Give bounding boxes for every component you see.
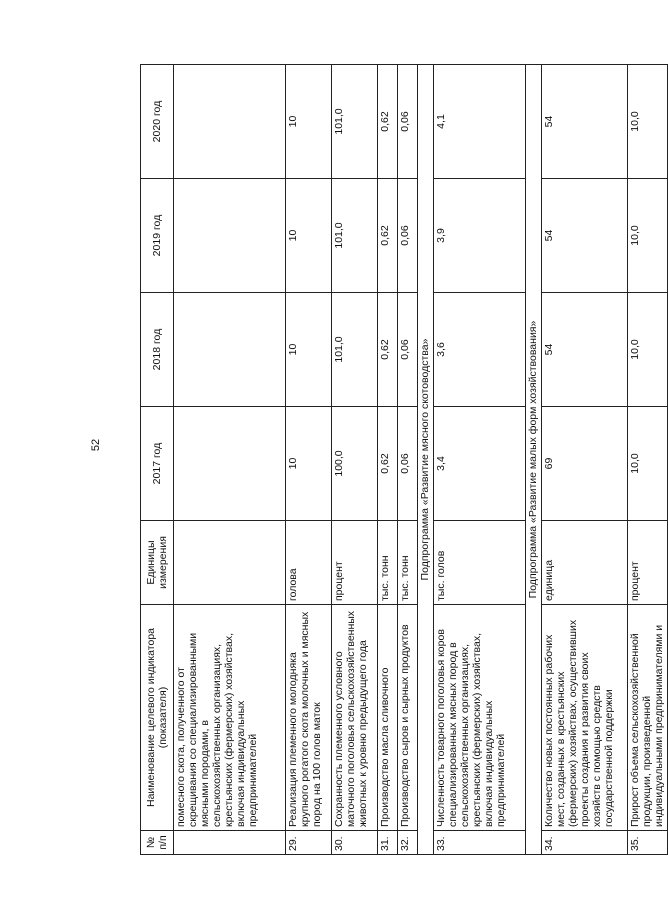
rotated-table-wrapper: [140, 65, 665, 855]
table-row: [434, 65, 526, 855]
cell-unit: тыс. тонн: [398, 521, 418, 605]
cell-2018: 0,62: [378, 293, 398, 407]
cell-name: Численность товарного поголовья коров специализированных мясных пород в сельскохозяйственных организациях, крестьянских (фермерских) хозяйствах, включая индивидуальных предпринимателей: [434, 605, 526, 831]
cell-2017: 69: [542, 407, 628, 521]
subprogram-row: [526, 65, 542, 855]
cell-num: 29.: [286, 831, 332, 855]
cell-2018: 10,0: [628, 293, 668, 407]
cell-2018: [174, 293, 286, 407]
subprogram-title: Подпрограмма «Развитие мясного скотоводства»: [418, 65, 434, 855]
cell-num: 32.: [398, 831, 418, 855]
cell-2019: 54: [542, 179, 628, 293]
cell-2020: 0,06: [398, 65, 418, 179]
cell-2020: 10: [286, 65, 332, 179]
table-row: [542, 65, 628, 855]
cell-unit: процент: [628, 521, 668, 605]
cell-name: Прирост объема сельскохозяйственной продукции, произведенной индивидуальными предпринимателями и: [628, 605, 668, 831]
header-2019: 2019 год: [141, 179, 174, 293]
cell-unit: процент: [332, 521, 378, 605]
cell-num: 35.: [628, 831, 668, 855]
cell-2018: 54: [542, 293, 628, 407]
cell-2017: 0,06: [398, 407, 418, 521]
header-2020: 2020 год: [141, 65, 174, 179]
table-row: [378, 65, 398, 855]
subprogram-row: [418, 65, 434, 855]
cell-name: Производство масла сливочного: [378, 605, 398, 831]
header-row: [141, 65, 174, 855]
cell-2020: 54: [542, 65, 628, 179]
indicator-table: [140, 64, 668, 855]
cell-2017: [174, 407, 286, 521]
cell-2017: 0,62: [378, 407, 398, 521]
cell-name: Производство сыров и сырных продуктов: [398, 605, 418, 831]
cell-num: 31.: [378, 831, 398, 855]
cell-2017: 10,0: [628, 407, 668, 521]
cell-unit: тыс. тонн: [378, 521, 398, 605]
header-2017: 2017 год: [141, 407, 174, 521]
cell-name: помесного скота, полученного от скрещивания со специализированными мясными породами, в сельскохозяйственных организациях, крестьянских (фермерских) хозяйствах, включая индивидуальных предпринимателей: [174, 605, 286, 831]
cell-2017: 3,4: [434, 407, 526, 521]
cell-2020: [174, 65, 286, 179]
cell-name: Реализация племенного молодняка крупного рогатого скота молочных и мясных пород на 100 голов маток: [286, 605, 332, 831]
cell-num: 33.: [434, 831, 526, 855]
cell-name: Сохранность племенного условного маточного поголовья сельскохозяйственных животных к уровню предыдущего года: [332, 605, 378, 831]
header-name: Наименование целевого индикатора (показателя): [141, 605, 174, 831]
cell-unit: тыс. голов: [434, 521, 526, 605]
cell-2020: 101,0: [332, 65, 378, 179]
cell-2019: 0,62: [378, 179, 398, 293]
header-unit: Единицы измерения: [141, 521, 174, 605]
header-2018: 2018 год: [141, 293, 174, 407]
subprogram-title: Подпрограмма «Развитие малых форм хозяйствования»: [526, 65, 542, 855]
cell-unit: [174, 521, 286, 605]
cell-num: 34.: [542, 831, 628, 855]
cell-2018: 10: [286, 293, 332, 407]
page-number: 52: [90, 438, 102, 452]
header-num: № п/п: [141, 831, 174, 855]
cell-2019: [174, 179, 286, 293]
table-row: [174, 65, 286, 855]
cell-2017: 100,0: [332, 407, 378, 521]
cell-2019: 0,06: [398, 179, 418, 293]
table-row: [286, 65, 332, 855]
cell-2019: 101,0: [332, 179, 378, 293]
table-row: [332, 65, 378, 855]
cell-name: Количество новых постоянных рабочих мест, созданных в крестьянских (фермерских) хозяйствах, осуществивших проекты создания и развития своих хозяйств с помощью средств государственной поддержки: [542, 605, 628, 831]
cell-2019: 10: [286, 179, 332, 293]
cell-2018: 101,0: [332, 293, 378, 407]
table-row: [398, 65, 418, 855]
cell-2020: 0,62: [378, 65, 398, 179]
cell-2017: 10: [286, 407, 332, 521]
cell-2019: 3,9: [434, 179, 526, 293]
cell-2018: 3,6: [434, 293, 526, 407]
cell-num: [174, 831, 286, 855]
cell-unit: единица: [542, 521, 628, 605]
cell-unit: голова: [286, 521, 332, 605]
cell-2020: 10,0: [628, 65, 668, 179]
table-row: [628, 65, 668, 855]
cell-2018: 0,06: [398, 293, 418, 407]
cell-2019: 10,0: [628, 179, 668, 293]
cell-num: 30.: [332, 831, 378, 855]
cell-2020: 4,1: [434, 65, 526, 179]
